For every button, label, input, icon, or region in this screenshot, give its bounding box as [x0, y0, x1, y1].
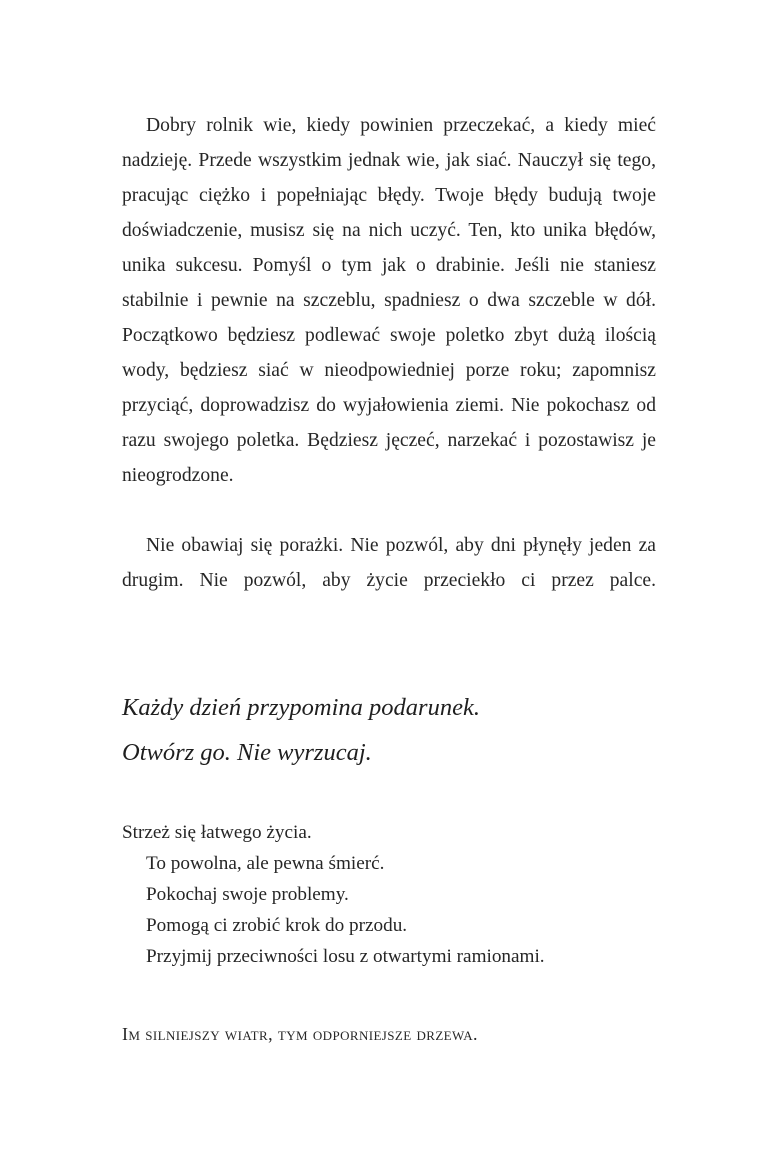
list-item: Pomogą ci zrobić krok do przodu. [146, 915, 408, 936]
paragraph: Dobry rolnik wie, kiedy powinien przeczekać, a kiedy mieć nadzieję. Przede wszystkim jednak wie, jak siać. Nauczył się tego, pracując ciężko i popełniając błędy. Twoje błędy budują twoje doświadczenie, musisz się na nich uczyć. Ten, kto unika błędów, unika sukcesu. Pomyśl o tym jak o drabinie. Jeśli nie staniesz stabilnie i pewnie na szczeblu, spadniesz o dwa szczeble w dół. Początkowo będziesz podlewać swoje poletko zbyt dużą ilością wody, będziesz siać w nieodpowiedniej porze roku; zapomnisz przyciąć, doprowadzisz do wyjałowienia ziemi. Nie pokochasz od razu swojego poletka. Będziesz jęczeć, narzekać i pozostawisz je nieogrodzone. [122, 115, 656, 486]
list-item: Strzeż się łatwego życia. [122, 822, 312, 843]
closing-maxim-text: Im silniejszy wiatr, tym odporniejsze drzewa. [122, 1024, 478, 1044]
page-content [122, 108, 656, 1048]
list-item: To powolna, ale pewna śmierć. [146, 853, 385, 874]
list-item: Pokochaj swoje problemy. [146, 884, 349, 905]
body-text [122, 108, 656, 633]
heading-line: Każdy dzień przypomina podarunek. [122, 694, 480, 721]
display-heading [122, 685, 656, 775]
paragraph: Nie obawiaj się porażki. Nie pozwól, aby dni płynęły jeden za drugim. Nie pozwól, aby życie przeciekło ci przez palce. [122, 535, 656, 591]
heading-line: Otwórz go. Nie wyrzucaj. [122, 739, 372, 766]
list-item: Przyjmij przeciwności losu z otwartymi ramionami. [146, 946, 545, 967]
aphorism-list [122, 817, 656, 972]
closing-maxim [122, 1020, 656, 1048]
